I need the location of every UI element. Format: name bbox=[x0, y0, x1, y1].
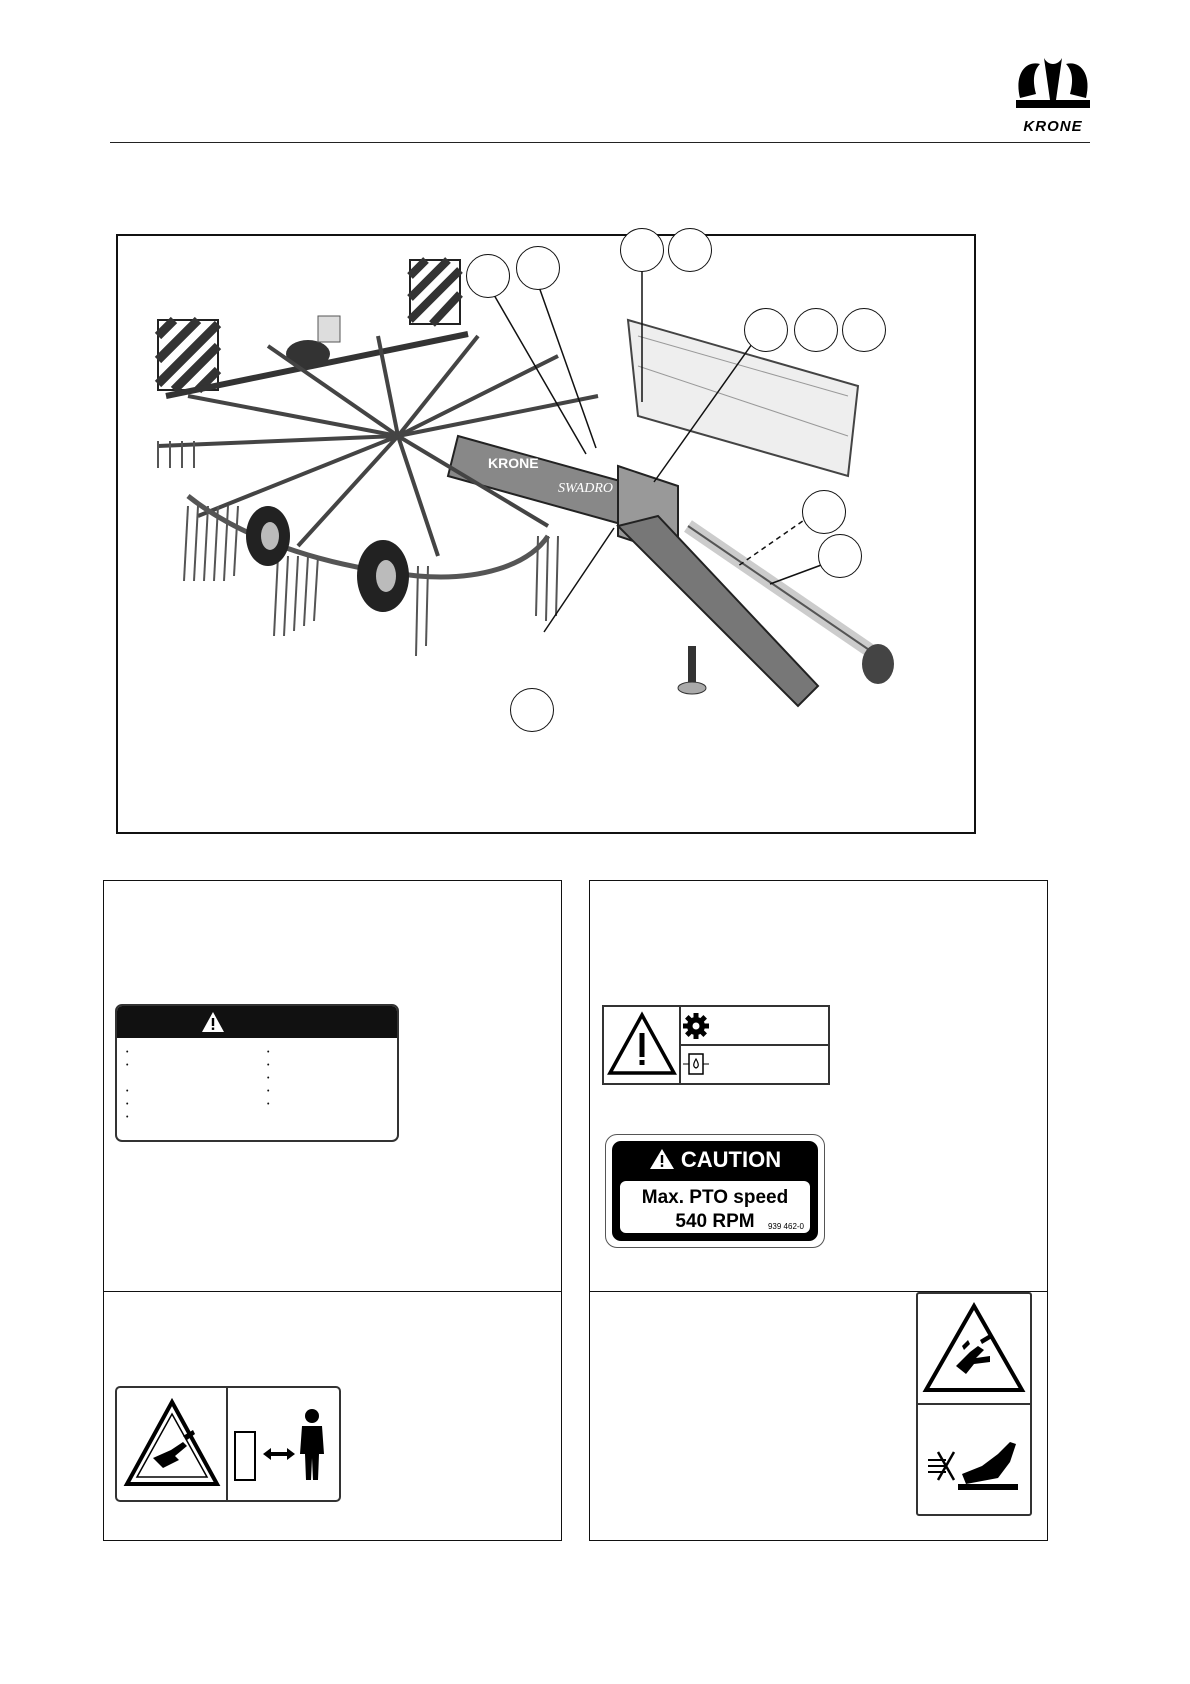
hydraulic-oil-icon bbox=[683, 1054, 709, 1074]
machine-brand-label: KRONE bbox=[488, 455, 539, 471]
warning-triangle-icon bbox=[610, 1015, 674, 1073]
pto-caution-decal bbox=[605, 1134, 825, 1248]
caution-heading-text: CAUTION bbox=[680, 1147, 782, 1172]
keep-distance-icon bbox=[235, 1409, 324, 1480]
callout-2 bbox=[516, 246, 560, 290]
gear-icon bbox=[683, 1013, 709, 1039]
safety-instructions-decal bbox=[115, 1004, 399, 1142]
callout-6 bbox=[794, 308, 838, 352]
machine-figure bbox=[116, 234, 976, 834]
safety-item-bullet: • bbox=[126, 1114, 129, 1121]
pto-rpm-value: 540 RPM bbox=[675, 1211, 755, 1232]
crush-reach-decal bbox=[916, 1292, 1032, 1516]
callout-9 bbox=[818, 534, 862, 578]
callout-5 bbox=[744, 308, 788, 352]
safety-item-bullet: • bbox=[267, 1075, 270, 1082]
crush-hazard-icon bbox=[127, 1402, 217, 1484]
safety-list-right bbox=[267, 1046, 269, 1111]
caution-body bbox=[620, 1181, 810, 1233]
safety-item-bullet: • bbox=[267, 1088, 270, 1095]
safety-item-bullet: • bbox=[126, 1101, 129, 1108]
safety-item-bullet: • bbox=[267, 1062, 270, 1069]
decal-part-number: 939 462-0 bbox=[767, 1222, 804, 1231]
callout-4 bbox=[668, 228, 712, 272]
keep-distance-decal bbox=[115, 1386, 341, 1502]
warning-board-right bbox=[410, 260, 460, 324]
warning-triangle-icon bbox=[201, 1011, 225, 1033]
safety-list-left bbox=[126, 1046, 128, 1124]
hand-crush-icon bbox=[926, 1306, 1022, 1390]
callout-10 bbox=[510, 688, 554, 732]
safety-item-bullet: • bbox=[126, 1088, 129, 1095]
warning-board-left bbox=[158, 320, 218, 390]
machine-model-label: SWADRO bbox=[558, 481, 614, 496]
safety-item-bullet: • bbox=[126, 1062, 129, 1069]
callout-7 bbox=[842, 308, 886, 352]
safety-item-bullet: • bbox=[267, 1101, 270, 1108]
do-not-reach-icon bbox=[928, 1442, 1018, 1490]
callout-8 bbox=[802, 490, 846, 534]
pto-speed-label: Max. PTO speed bbox=[641, 1187, 789, 1208]
callout-3 bbox=[620, 228, 664, 272]
warning-triangle-icon bbox=[649, 1148, 675, 1170]
safety-item-bullet bbox=[126, 1072, 128, 1085]
callout-1 bbox=[466, 254, 510, 298]
caution-heading bbox=[612, 1143, 818, 1177]
lubrication-decal bbox=[602, 1005, 830, 1085]
krone-logo-text: KRONE bbox=[1023, 118, 1083, 135]
header-rule bbox=[110, 142, 1090, 143]
safety-item-bullet: • bbox=[267, 1049, 270, 1056]
safety-item-bullet: • bbox=[126, 1049, 129, 1056]
decal-header-bar bbox=[117, 1006, 397, 1038]
